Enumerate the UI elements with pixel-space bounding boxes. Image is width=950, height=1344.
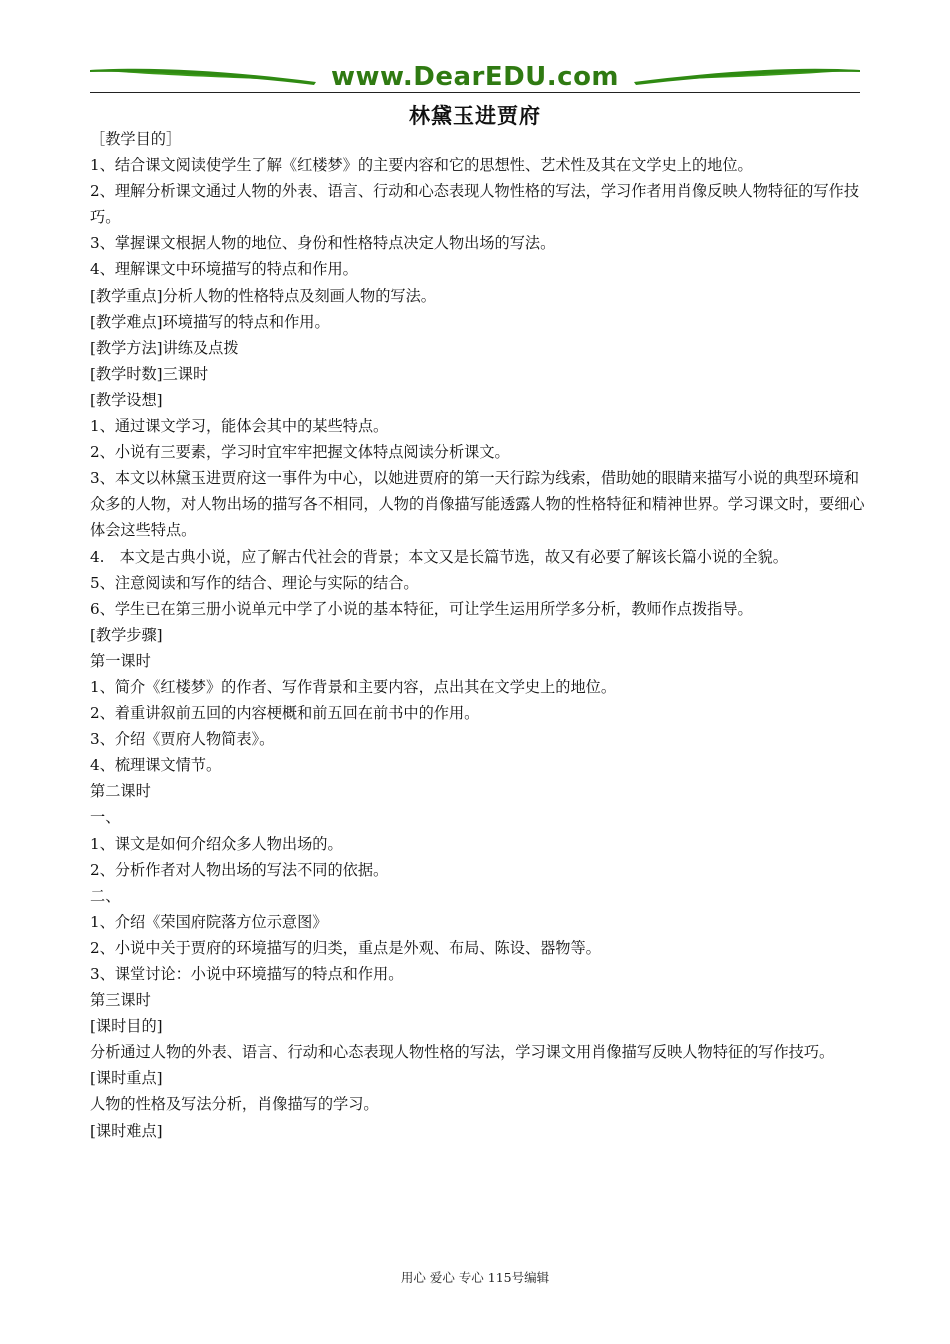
text-line: 1、课文是如何介绍众多人物出场的。 <box>90 834 343 853</box>
text-line: 3、本文以林黛玉进贾府这一事件为中心，以她进贾府的第一天行踪为线索，借助她的眼睛来描写小说的典型环境和众多的人物，对人物出场的描写各不相同，人物的肖像描写能透露人物的性格特征和精神世界。学习课文时，要细心体会这些特点。 <box>90 469 865 540</box>
text-line: [教学难点]环境描写的特点和作用。 <box>90 312 330 331</box>
text-line: [课时目的] <box>90 1017 163 1036</box>
text-line: [教学重点]分析人物的性格特点及刻画人物的写法。 <box>90 286 436 305</box>
text-line: 4. 本文是古典小说，应了解古代社会的背景；本文又是长篇节选，故又有必要了解该长篇小说的全貌。 <box>90 547 788 566</box>
text-line: 3、掌握课文根据人物的地位、身份和性格特点决定人物出场的写法。 <box>90 234 556 253</box>
text-line: 5、注意阅读和写作的结合、理论与实际的结合。 <box>90 573 419 592</box>
text-line: 2、分析作者对人物出场的写法不同的依据。 <box>90 860 389 879</box>
text-line: 1、简介《红楼梦》的作者、写作背景和主要内容，点出其在文学史上的地位。 <box>90 677 617 696</box>
header-rule <box>90 92 860 93</box>
text-line: [教学设想] <box>90 390 163 409</box>
text-line: ［教学目的］ <box>90 130 182 148</box>
text-line: 分析通过人物的外表、语言、行动和心态表现人物性格的写法，学习课文用肖像描写反映人物特征的写作技巧。 <box>90 1043 835 1062</box>
text-line: 2、理解分析课文通过人物的外表、语言、行动和心态表现人物性格的写法，学习作者用肖像反映人物特征的写作技巧。 <box>90 182 860 227</box>
text-line: 1、介绍《荣国府院落方位示意图》 <box>90 912 328 931</box>
text-line: 第二课时 <box>90 782 151 801</box>
text-line: 1、通过课文学习，能体会其中的某些特点。 <box>90 417 389 436</box>
text-line: 1、结合课文阅读使学生了解《红楼梦》的主要内容和它的思想性、艺术性及其在文学史上的地位。 <box>90 156 753 175</box>
text-line: 4、理解课文中环境描写的特点和作用。 <box>90 260 358 279</box>
site-logo-text: www.DearEDU.com <box>330 62 620 92</box>
text-line: 2、着重讲叙前五回的内容梗概和前五回在前书中的作用。 <box>90 704 480 723</box>
document-body <box>90 126 865 1144</box>
text-line: [教学步骤] <box>90 625 163 644</box>
page-footer: 用心 爱心 专心 115号编辑 <box>400 1270 550 1285</box>
text-line: [教学方法]讲练及点拨 <box>90 338 239 357</box>
text-line: 4、梳理课文情节。 <box>90 756 222 775</box>
text-line: 一、 <box>90 808 121 827</box>
text-line: [课时难点] <box>90 1121 163 1140</box>
text-line: [课时重点] <box>90 1069 163 1088</box>
text-line: [教学时数]三课时 <box>90 364 209 383</box>
text-line: 3、课堂讨论：小说中环境描写的特点和作用。 <box>90 965 404 983</box>
text-line: 6、学生已在第三册小说单元中学了小说的基本特征，可让学生运用所学多分析，教师作点拨指导。 <box>90 599 753 618</box>
text-line: 人物的性格及写法分析，肖像描写的学习。 <box>90 1095 379 1114</box>
text-line: 2、小说有三要素，学习时宜牢牢把握文体特点阅读分析课文。 <box>90 443 510 462</box>
text-line: 2、小说中关于贾府的环境描写的归类，重点是外观、布局、陈设、器物等。 <box>90 938 601 957</box>
text-line: 第一课时 <box>90 651 151 670</box>
document-title: 林黛玉进贾府 <box>409 104 541 128</box>
text-line: 第三课时 <box>90 991 151 1010</box>
text-line: 二、 <box>90 886 121 905</box>
text-line: 3、介绍《贾府人物简表》。 <box>90 730 275 749</box>
